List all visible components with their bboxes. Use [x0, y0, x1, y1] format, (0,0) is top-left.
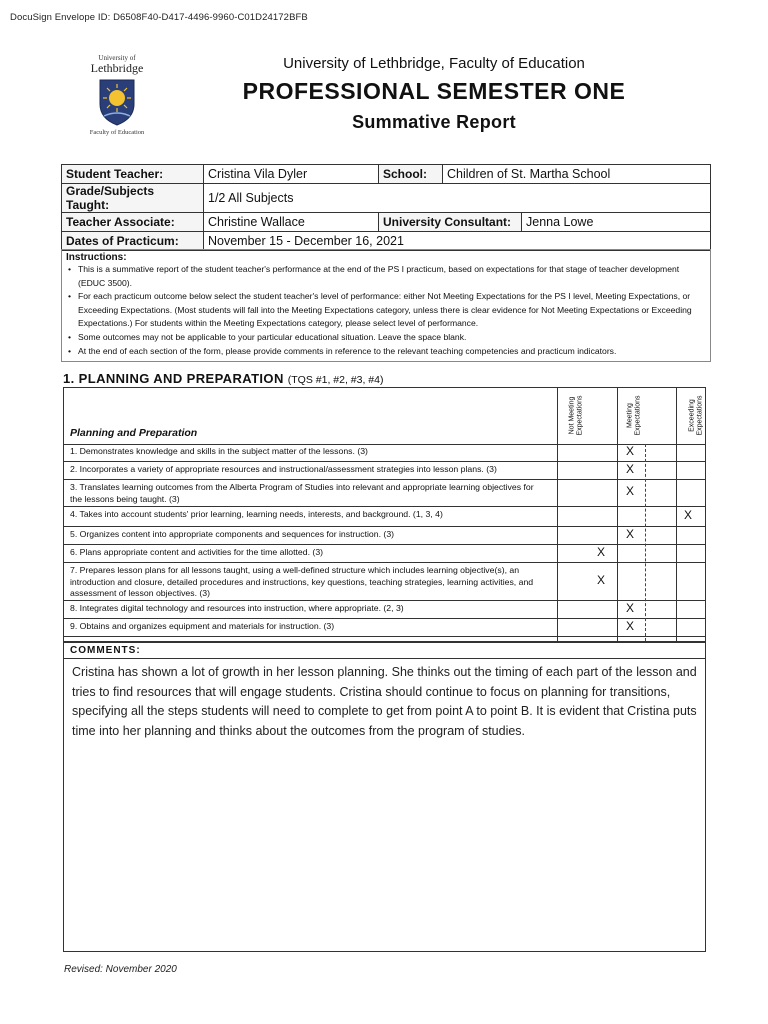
outcome-text: 2. Incorporates a variety of appropriate resources and instructional/assessment strategies into lesson plans. (3) [70, 464, 497, 474]
rating-mark[interactable]: X [626, 484, 635, 498]
outcome-text: 6. Plans appropriate content and activities for the time allotted. (3) [70, 547, 324, 557]
section-ref: (TQS #1, #2, #3, #4) [287, 374, 384, 386]
school-label: School: [379, 165, 443, 184]
col-not-meeting: Not Meeting Expectations [568, 395, 583, 436]
rating-mark[interactable]: X [626, 443, 635, 458]
table-label: Planning and Preparation [70, 427, 198, 439]
instructions-box [61, 249, 711, 362]
col-meeting: Meeting Expectations [626, 395, 641, 436]
associate-label: Teacher Associate: [62, 213, 204, 232]
comments-body[interactable]: Cristina has shown a lot of growth in her lesson planning. She thinks out the timing of each part of the lesson and tries to find resources that will engage students. Cristina should continue to focus on planning for transitions, specifying all the steps students will need to complete to get from point A to point B. It is evident that Cristina puts time into her planning and thinks about the outcomes from the program of studies. [63, 659, 706, 952]
outcome-row [64, 601, 705, 619]
student-teacher-label: Student Teacher: [62, 165, 204, 184]
rating-mark[interactable]: X [597, 544, 606, 559]
comments-header: COMMENTS: [63, 642, 706, 659]
section-heading [63, 371, 383, 386]
school-value[interactable]: Children of St. Martha School [443, 165, 711, 184]
logo-faculty: Faculty of Education [89, 129, 145, 136]
column-divider [557, 388, 558, 641]
dates-label: Dates of Practicum: [62, 232, 204, 251]
instruction-item: • For each practicum outcome below select the student teacher's level of performance: either Not Meeting Expectations for the PS I level, Meeting Expectations, or Exceeding Expectations. (Most students will fall into the Meeting Expectations category, unless there is clear evidence for Not Meeting Expectations or Exceeding Expectations.) For students within the Meeting Expectations category, please select level of performance. [78, 290, 706, 331]
associate-value[interactable]: Christine Wallace [204, 213, 379, 232]
outcome-text: 8. Integrates digital technology and resources into instruction, where appropriate. (2, 3) [70, 603, 404, 613]
outcome-row [64, 545, 705, 563]
outcome-text: 7. Prepares lesson plans for all lessons taught, using a well-defined structure which includes learning objective(s), an introduction and closure, detailed procedures and instructions, key questions, teaching strategies, learning activities, and assessment of lesson objectives. (3) [70, 565, 534, 598]
outcome-row [64, 462, 705, 480]
logo-line-1: University of [98, 54, 136, 62]
rating-mark[interactable]: X [684, 507, 693, 522]
col-exceeding: Exceeding Expectations [688, 395, 703, 436]
consultant-label: University Consultant: [379, 213, 522, 232]
column-divider [617, 388, 618, 641]
instructions-title: Instructions: [66, 252, 127, 263]
outcome-text: 1. Demonstrates knowledge and skills in the subject matter of the lessons. (3) [70, 446, 368, 456]
student-info-table [61, 164, 711, 251]
outcome-row [64, 527, 705, 545]
outcome-text: 3. Translates learning outcomes from the Alberta Program of Studies into relevant and appropriate learning objectives for the lessons being taught. (3) [70, 482, 534, 504]
consultant-value[interactable]: Jenna Lowe [522, 213, 711, 232]
outcome-row [64, 619, 705, 637]
grade-value[interactable]: 1/2 All Subjects [204, 184, 711, 213]
outcome-row [64, 480, 705, 507]
outcome-row [64, 563, 705, 601]
planning-outcomes-table [63, 387, 706, 642]
grade-label: Grade/Subjects Taught: [62, 184, 204, 213]
instruction-item: • This is a summative report of the student teacher's performance at the end of the PS I practicum, based on expectations for that stage of teacher development (EDUC 3500). [78, 263, 706, 290]
report-title: PROFESSIONAL SEMESTER ONE [242, 78, 626, 104]
section-title: 1. PLANNING AND PREPARATION [63, 371, 284, 386]
outcome-text: 4. Takes into account students' prior learning, learning needs, interests, and background. (1, 3, 4) [70, 509, 443, 519]
report-subtitle: Summative Report [352, 112, 516, 132]
outcome-row [64, 444, 705, 462]
rating-mark[interactable]: X [626, 461, 635, 476]
docusign-envelope-id: DocuSign Envelope ID: D6508F40-D417-4496-9960-C01D24172BFB [10, 12, 308, 23]
rating-mark[interactable]: X [626, 600, 635, 615]
instructions-list [66, 263, 706, 358]
revised-date: Revised: November 2020 [64, 964, 177, 975]
instruction-item: • At the end of each section of the form, please provide comments in reference to the relevant teaching competencies and practicum indicators. [78, 345, 706, 359]
outcome-row [64, 507, 705, 527]
outcome-text: 5. Organizes content into appropriate components and sequences for instruction. (3) [70, 529, 395, 539]
rating-mark[interactable]: X [626, 618, 635, 633]
column-divider [676, 388, 677, 641]
outcome-text: 9. Obtains and organizes equipment and materials for instruction. (3) [70, 621, 335, 631]
dates-value[interactable]: November 15 - December 16, 2021 [204, 232, 711, 251]
student-teacher-value[interactable]: Cristina Vila Dyler [204, 165, 379, 184]
rating-mark[interactable]: X [626, 526, 635, 541]
table-header-row [64, 388, 705, 445]
instruction-item: • Some outcomes may not be applicable to your particular educational situation. Leave the space blank. [78, 331, 706, 345]
institution-name: University of Lethbridge, Faculty of Education [283, 55, 585, 72]
rating-mark[interactable]: X [597, 572, 606, 587]
column-subdivider [645, 444, 646, 641]
logo-line-2: Lethbridge [90, 61, 144, 75]
